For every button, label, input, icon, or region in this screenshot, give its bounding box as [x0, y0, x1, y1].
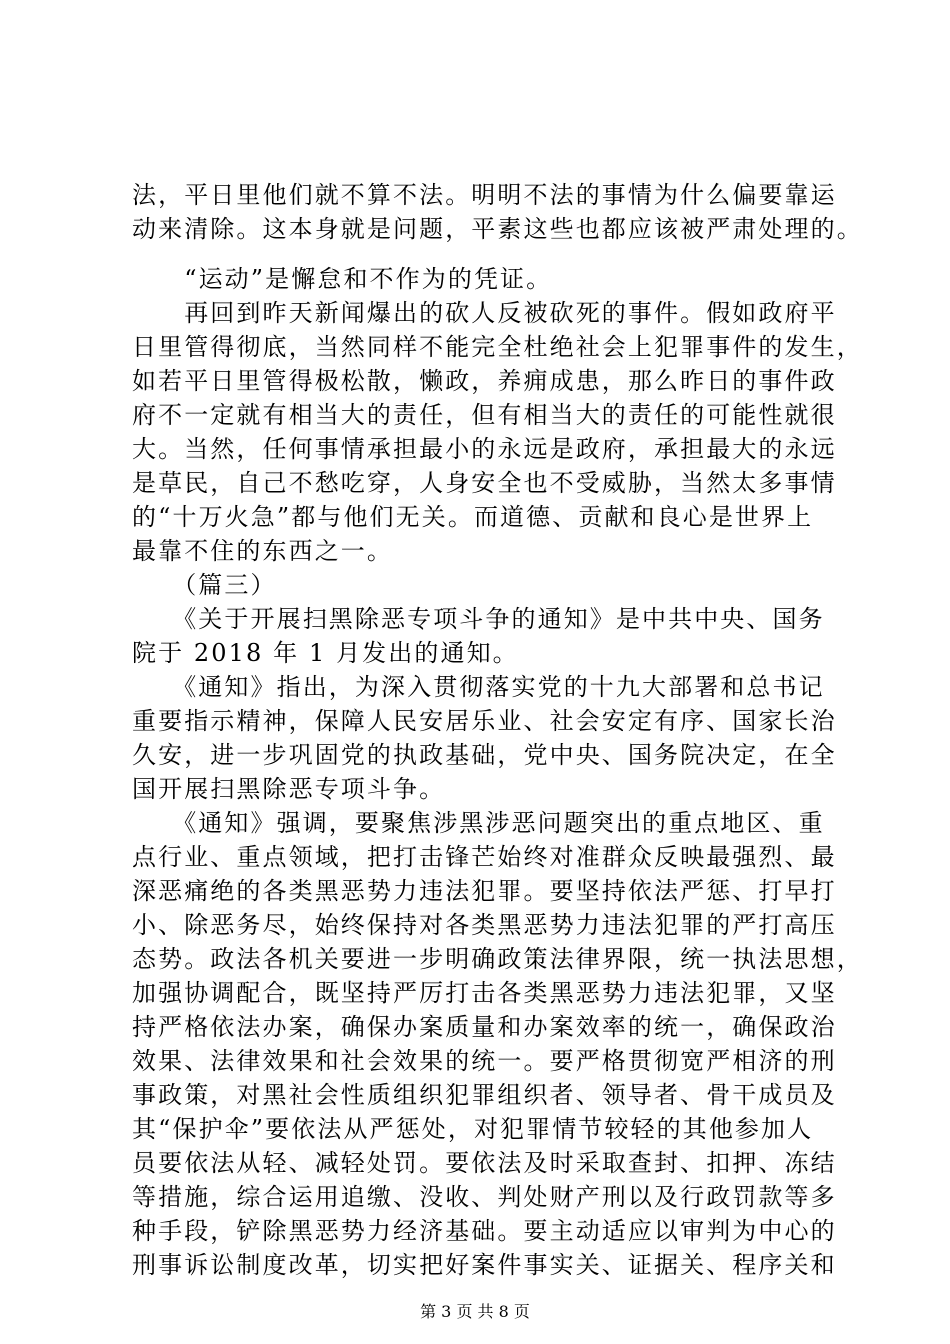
text-line: 《通知》强调，要聚焦涉黑涉恶问题突出的重点地区、重	[132, 809, 825, 837]
text-line: 其“保护伞”要依法从严惩处，对犯罪情节较轻的其他参加人	[132, 1115, 814, 1143]
text-line: 法，平日里他们就不算不法。明明不法的事情为什么偏要靠运	[132, 181, 837, 209]
text-line: 久安，进一步巩固党的执政基础，党中央、国务院决定，在全	[132, 741, 837, 769]
text-line: 是草民，自己不愁吃穿，人身安全也不受威胁，当然太多事情	[132, 469, 837, 497]
text-line: 国开展扫黑除恶专项斗争。	[132, 775, 446, 803]
text-line: 再回到昨天新闻爆出的砍人反被砍死的事件。假如政府平	[132, 299, 837, 327]
text-line: 加强协调配合，既坚持严厉打击各类黑恶势力违法犯罪，又坚	[132, 979, 837, 1007]
text-line: 等措施，综合运用追缴、没收、判处财产刑以及行政罚款等多	[132, 1183, 837, 1211]
page-footer: 第 3 页 共 8 页	[420, 1302, 530, 1321]
text-line: “运动”是懈怠和不作为的凭证。	[132, 265, 553, 293]
text-line: 大。当然，任何事情承担最小的永远是政府，承担最大的永远	[132, 435, 837, 463]
text-line: 态势。政法各机关要进一步明确政策法律界限，统一执法思想，	[132, 945, 863, 973]
text-line: 刑事诉讼制度改革，切实把好案件事实关、证据关、程序关和	[132, 1251, 837, 1279]
text-line: 小、除恶务尽，始终保持对各类黑恶势力违法犯罪的严打高压	[132, 911, 837, 939]
text-line: 府不一定就有相当大的责任，但有相当大的责任的可能性就很	[132, 401, 837, 429]
text-line: 最靠不住的东西之一。	[132, 537, 393, 565]
text-line: （篇三）	[132, 571, 277, 599]
text-line: 动来清除。这本身就是问题，平素这些也都应该被严肃处理的。	[132, 215, 863, 243]
text-line: 员要依法从轻、减轻处罚。要依法及时采取查封、扣押、冻结	[132, 1149, 837, 1177]
text-line: 院于 2018 年 1 月发出的通知。	[132, 639, 519, 667]
text-line: 《通知》指出，为深入贯彻落实党的十九大部署和总书记	[132, 673, 825, 701]
text-line: 持严格依法办案，确保办案质量和办案效率的统一，确保政治	[132, 1013, 837, 1041]
text-line: 点行业、重点领域，把打击锋芒始终对准群众反映最强烈、最	[132, 843, 837, 871]
text-line: 如若平日里管得极松散，懒政，养痈成患，那么昨日的事件政	[132, 367, 837, 395]
text-line: 的“十万火急”都与他们无关。而道德、贡献和良心是世界上	[132, 503, 814, 531]
text-line: 种手段，铲除黑恶势力经济基础。要主动适应以审判为中心的	[132, 1217, 837, 1245]
text-line: 日里管得彻底，当然同样不能完全杜绝社会上犯罪事件的发生，	[132, 333, 863, 361]
text-line: 事政策，对黑社会性质组织犯罪组织者、领导者、骨干成员及	[132, 1081, 837, 1109]
text-line: 《关于开展扫黑除恶专项斗争的通知》是中共中央、国务	[132, 605, 825, 633]
text-line: 效果、法律效果和社会效果的统一。要严格贯彻宽严相济的刑	[132, 1047, 837, 1075]
text-line: 重要指示精神，保障人民安居乐业、社会安定有序、国家长治	[132, 707, 837, 735]
text-line: 深恶痛绝的各类黑恶势力违法犯罪。要坚持依法严惩、打早打	[132, 877, 837, 905]
